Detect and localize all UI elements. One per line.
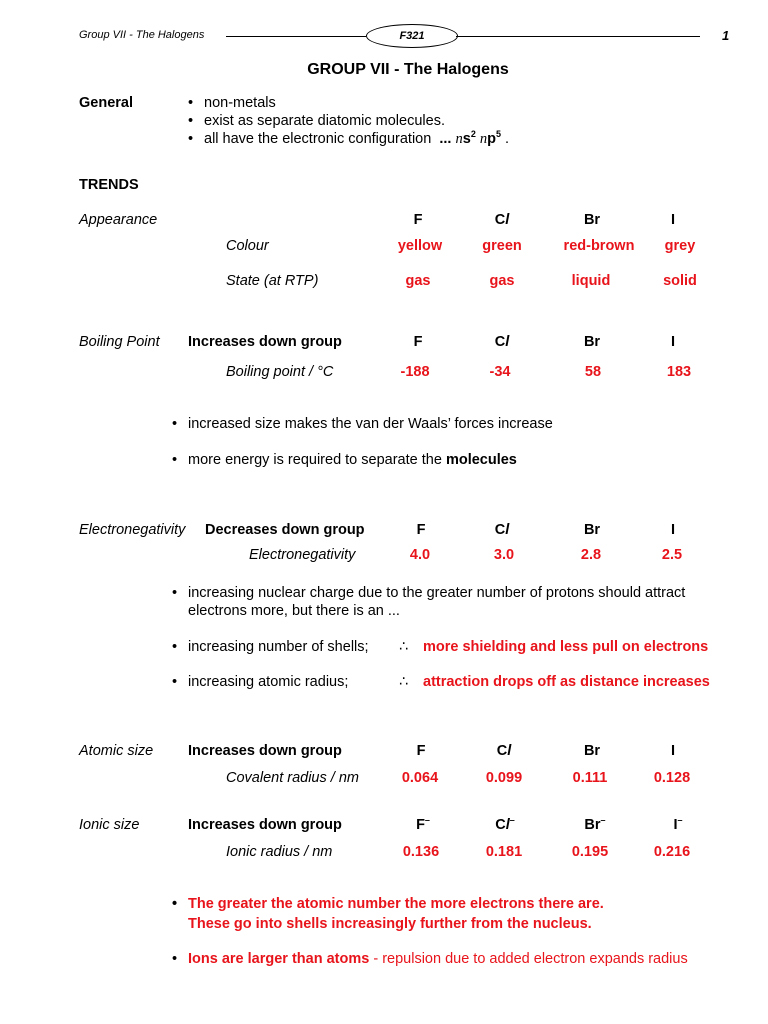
boiling-f: -188 [400,364,430,380]
symbol-br: Br [583,212,601,228]
ionic-br: 0.195 [571,844,609,860]
general-bullet-3: • all have the electronic configuration ... $ns^2$ $np^5$ . [188,129,510,147]
state-cl: gas [489,273,515,289]
electroneg-bullet-2: • increasing number of shells; [172,639,369,655]
state-i: solid [663,273,697,289]
electroneg-bullet-1: • increasing nuclear charge due to the greater number of protons should attract [172,585,686,601]
ionic-size-label: Ionic size [79,817,140,833]
symbol-f: F [416,743,426,759]
electroneg-f: 4.0 [409,547,431,563]
page-title: GROUP VII - The Halogens [307,61,509,78]
symbol-cl: Cl [496,743,512,759]
electroneg-i: 2.5 [661,547,683,563]
header-rule-left [226,36,366,37]
ionic-f: 0.136 [402,844,440,860]
electroneg-cl: 3.0 [493,547,515,563]
electroneg-bullet-3-result: attraction drops off as distance increases [423,674,710,690]
therefore-symbol: ∴ [399,674,409,690]
electroneg-bullet-1-cont: electrons more, but there is an ... [188,603,400,619]
header-rule-right [456,36,700,37]
boiling-cl: -34 [489,364,511,380]
boiling-bullet-1: • increased size makes the van der Waals’ forces increase [172,416,553,432]
symbol-cl: Cl [494,334,510,350]
general-bullet-2: • exist as separate diatomic molecules. [188,113,445,129]
boiling-row-label: Boiling point / °C [226,364,334,380]
symbol-cl: Cl [494,212,510,228]
symbol-i: I [670,212,676,228]
ionic-radius-label: Ionic radius / nm [226,844,333,860]
symbol-i: I [670,334,676,350]
unit-code-badge: F321 [366,24,458,48]
electroneg-row-label: Electronegativity [249,547,356,563]
size-bullet-1: • The greater the atomic number the more electrons there are. [172,896,604,912]
therefore-symbol: ∴ [399,639,409,655]
symbol-f: F [413,334,423,350]
state-f: gas [405,273,431,289]
covalent-f: 0.064 [401,770,439,786]
symbol-br: Br [583,522,601,538]
state-label: State (at RTP) [226,273,319,289]
ionic-i: 0.216 [653,844,691,860]
boiling-i: 183 [666,364,692,380]
ion-symbol-br: Br– [584,815,606,833]
state-br: liquid [571,273,611,289]
general-bullet-1: • non-metals [188,95,276,111]
symbol-cl: Cl [494,522,510,538]
atomic-size-label: Atomic size [79,743,154,759]
size-bullet-1-cont: These go into shells increasingly further from the nucleus. [188,916,592,932]
size-bullet-2: • Ions are larger than atoms - repulsion due to added electron expands radius [172,951,688,967]
page-number: 1 [722,28,730,43]
boiling-bullet-2: • more energy is required to separate the molecules [172,452,517,468]
ionic-cl: 0.181 [485,844,523,860]
symbol-br: Br [583,334,601,350]
symbol-f: F [413,212,423,228]
colour-br: red-brown [563,238,635,254]
symbol-br: Br [583,743,601,759]
colour-i: grey [664,238,696,254]
colour-label: Colour [226,238,269,254]
ion-symbol-cl: Cl– [495,815,515,833]
symbol-i: I [670,743,676,759]
colour-cl: green [482,238,522,254]
covalent-br: 0.111 [572,770,608,786]
boiling-br: 58 [584,364,602,380]
boiling-label: Boiling Point [79,334,160,350]
covalent-radius-label: Covalent radius / nm [226,770,359,786]
colour-f: yellow [397,238,443,254]
ion-symbol-f: F– [416,815,430,833]
ion-symbol-i: I– [673,815,683,833]
trends-heading: TRENDS [79,177,139,193]
atomic-size-trend: Increases down group [188,743,342,759]
electroneg-trend: Decreases down group [205,522,365,538]
header-left-text: Group VII - The Halogens [79,29,205,41]
general-label: General [79,95,133,111]
covalent-cl: 0.099 [485,770,523,786]
electroneg-bullet-3: • increasing atomic radius; [172,674,349,690]
boiling-trend: Increases down group [188,334,342,350]
electroneg-br: 2.8 [580,547,602,563]
appearance-label: Appearance [79,212,158,228]
ionic-size-trend: Increases down group [188,817,342,833]
electroneg-bullet-2-result: more shielding and less pull on electrons [423,639,709,655]
symbol-i: I [670,522,676,538]
covalent-i: 0.128 [653,770,691,786]
electroneg-label: Electronegativity [79,522,186,538]
symbol-f: F [416,522,426,538]
